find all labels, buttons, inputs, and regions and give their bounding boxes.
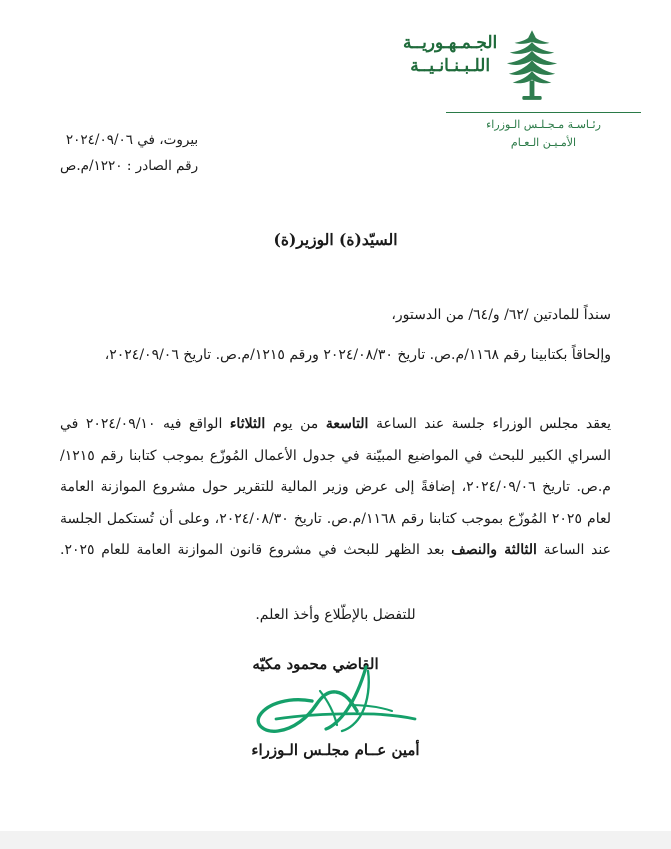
cedar-tree-icon xyxy=(503,28,561,106)
place-and-date: بيروت، في ٢٠٢٤/٠٩/٠٦ xyxy=(65,132,199,148)
paragraph-previous-letters: وإلحاقاً بكتابينا رقم ١١٦٨/م.ص. تاريخ ٢٠٢٤/٠٨/٣٠ ورقم ١٢١٥/م.ص. تاريخ ٢٠٢٤/٠٩/٠٦، xyxy=(104,347,611,363)
signatory-name: القاضي محمود مكيّه xyxy=(252,655,379,673)
republic-line-1: الجـمـهـوريــة xyxy=(403,33,498,53)
letterhead-sub-line-1: رئـاسـة مـجـلـس الـوزراء xyxy=(486,118,601,131)
paragraph-constitution-reference: سنداً للمادتين /٦٢/ و/٦٤/ من الدستور، xyxy=(391,307,611,323)
document-body xyxy=(60,230,611,647)
signatory-title: أمين عــام مجلـس الـوزراء xyxy=(251,741,420,759)
letterhead-divider xyxy=(446,112,641,113)
salutation: السيّد(ة) الوزير(ة) xyxy=(273,230,398,249)
reference-number: رقم الصادر : ١٢٢٠/م.ص xyxy=(60,157,199,174)
handwritten-signature-icon xyxy=(216,661,456,739)
paragraph-closing: للتفضل بالإطّلاع وأخذ العلم. xyxy=(255,606,416,623)
letterhead xyxy=(403,28,643,106)
paragraph-main-announcement: يعقد مجلس الوزراء جلسة عند الساعة التاسعة من يوم الثلاثاء الواقع فيه ٢٠٢٤/٠٩/١٠ في السراي الكبير للبحث في المواضيع المبيّنة في جدول الأعمال المُوزّع بموجب كتابنا رقم ١٢١٥/م.ص. تاريخ ٢٠٢٤/٠٩/٠٦، إضافةً إلى عرض وزير المالية للتقرير حول مشروع الموازنة العامة لعام ٢٠٢٥ المُوزّع بموجب كتابنا رقم ١١٦٨/م.ص. تاريخ ٢٠٢٤/٠٨/٣٠، وعلى أن تُستكمل الجلسة عند الساعة الثالثة والنصف بعد الظهر للبحث في مشروع قانون الموازنة العامة للعام ٢٠٢٥. xyxy=(60,416,611,558)
letterhead-sub-line-2: الأمـيـن الـعـام xyxy=(510,136,577,150)
letterhead-title xyxy=(403,28,497,78)
document-meta xyxy=(60,128,198,179)
letterhead-subtitle xyxy=(446,116,641,152)
page-bottom-strip xyxy=(0,831,671,849)
signature-block xyxy=(0,655,671,759)
republic-line-2: اللـبـنـانـيــة xyxy=(410,55,491,76)
